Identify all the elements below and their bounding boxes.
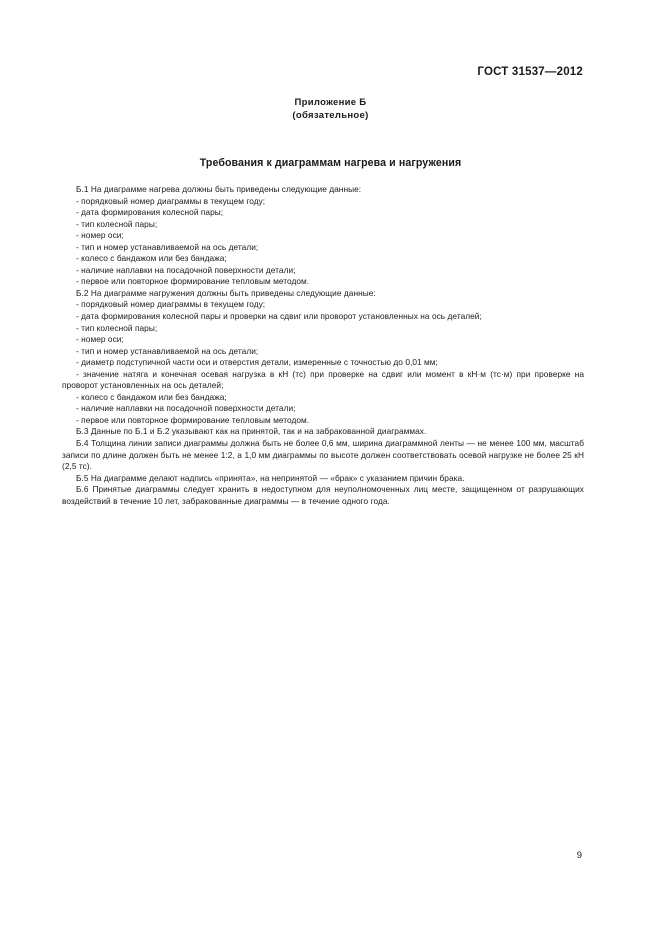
list-item: - наличие наплавки на посадочной поверхности детали;: [76, 264, 296, 275]
paragraph: Б.5 На диаграмме делают надпись «принята», на непринятой — «брак» с указанием причин брака.: [76, 472, 465, 483]
list-item: - дата формирования колесной пары и проверки на сдвиг или проворот установленных на ось деталей;: [76, 311, 482, 322]
standard-code: ГОСТ 31537—2012: [477, 66, 583, 78]
list-item: - первое или повторное формирование тепловым методом.: [76, 414, 310, 425]
paragraph: Б.2 На диаграмме нагружения должны быть приведены следующие данные:: [76, 287, 376, 298]
list-item: - тип и номер устанавливаемой на ось детали;: [76, 345, 259, 356]
list-item: - тип колесной пары;: [76, 322, 158, 333]
list-item: - номер оси;: [76, 230, 124, 241]
list-item: - порядковый номер диаграммы в текущем году;: [76, 299, 266, 310]
paragraph: Б.1 На диаграмме нагрева должны быть приведены следующие данные:: [76, 184, 362, 194]
list-item: - колесо с бандажом или без бандажа;: [76, 391, 227, 402]
list-item: - тип и номер устанавливаемой на ось детали;: [76, 241, 259, 252]
appendix-status: (обязательное): [292, 110, 369, 121]
document-body: [62, 184, 584, 507]
list-item: - диаметр подступичной части оси и отверстия детали, измеренные с точностью до 0,01 мм;: [76, 357, 438, 368]
paragraph: Б.6 Принятые диаграммы следует хранить в недоступном для неуполномоченных лиц месте, защищенном от разрушающих воздействий в течение 10 лет, забракованные диаграммы — в течение одного года.: [62, 484, 584, 506]
list-item: - первое или повторное формирование тепловым методом.: [76, 276, 310, 287]
appendix-label: Приложение Б: [294, 97, 367, 108]
section-title: Требования к диаграммам нагрева и нагружения: [199, 157, 462, 169]
list-item: - колесо с бандажом или без бандажа;: [76, 253, 227, 264]
list-item: - порядковый номер диаграммы в текущем году;: [76, 195, 266, 206]
list-item: - тип колесной пары;: [76, 218, 158, 229]
paragraph: Б.3 Данные по Б.1 и Б.2 указывают как на принятой, так и на забракованной диаграммах.: [76, 426, 427, 437]
list-item: - наличие наплавки на посадочной поверхности детали;: [76, 403, 296, 414]
list-item: - номер оси;: [76, 334, 124, 345]
list-item: - дата формирования колесной пары;: [76, 207, 224, 218]
page-number: 9: [576, 850, 582, 861]
list-item: - значение натяга и конечная осевая нагрузка в кН (тс) при проверке на сдвиг или момент в кН·м (тс·м) при проверке на проворот установленных на ось деталей;: [62, 368, 584, 391]
appendix-heading: [0, 96, 661, 122]
paragraph: Б.4 Толщина линии записи диаграммы должна быть не более 0,6 мм, ширина диаграммной ленты — не менее 100 мм, масштаб записи по длине должен быть не менее 1:2, а 1,0 мм диаграммы по высоте должен соответствовать осевой нагрузке не более 25 кН (2,5 тс).: [62, 438, 584, 472]
